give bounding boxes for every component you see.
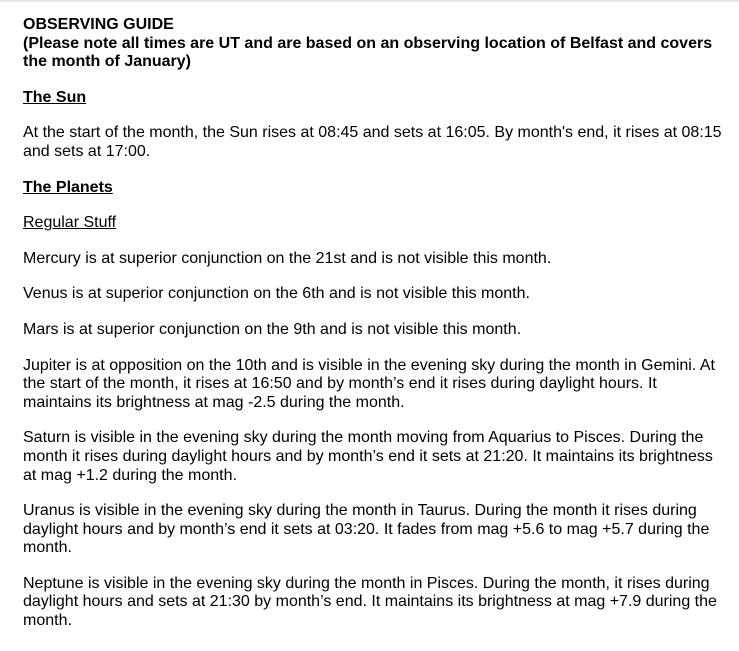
venus-paragraph: Venus is at superior conjunction on the 6th and is not visible this month. — [23, 285, 530, 303]
jupiter-paragraph: Jupiter is at opposition on the 10th and is visible in the evening sky during the month in Gemini. At the start of the month, it rises at 16:50 and by month’s end it rises during daylight hours. It maintains its brightness at mag -2.5 during the month. — [23, 356, 715, 411]
planets-heading: The Planets — [23, 178, 113, 196]
document-note: (Please note all times are UT and are based on an observing location of Belfast and covers the month of January) — [23, 34, 713, 71]
sun-paragraph: At the start of the month, the Sun rises at 08:45 and sets at 16:05. By month's end, it rises at 08:15 and sets at 17:00. — [23, 124, 722, 160]
sun-heading: The Sun — [23, 88, 87, 106]
mercury-paragraph: Mercury is at superior conjunction on the 21st and is not visible this month. — [23, 249, 552, 267]
uranus-paragraph: Uranus is visible in the evening sky during the month in Taurus. During the month it rises during daylight hours and by month’s end it sets at 03:20. It fades from mag +5.6 to mag +5.7 during the month. — [23, 502, 710, 557]
regular-stuff-subheading: Regular Stuff — [23, 214, 117, 232]
mars-paragraph: Mars is at superior conjunction on the 9th and is not visible this month. — [23, 320, 522, 338]
document-title: OBSERVING GUIDE — [23, 16, 174, 33]
saturn-paragraph: Saturn is visible in the evening sky during the month moving from Aquarius to Pisces. During the month it rises during daylight hours and by month’s end it sets at 21:20. It maintains its brightness at mag +1.2 during the month. — [23, 429, 713, 484]
document-page — [23, 16, 723, 631]
top-border — [0, 0, 739, 2]
neptune-paragraph: Neptune is visible in the evening sky during the month in Pisces. During the month, it rises during daylight hours and sets at 21:30 by month’s end. It maintains its brightness at mag +7.9 during the month. — [23, 574, 717, 630]
